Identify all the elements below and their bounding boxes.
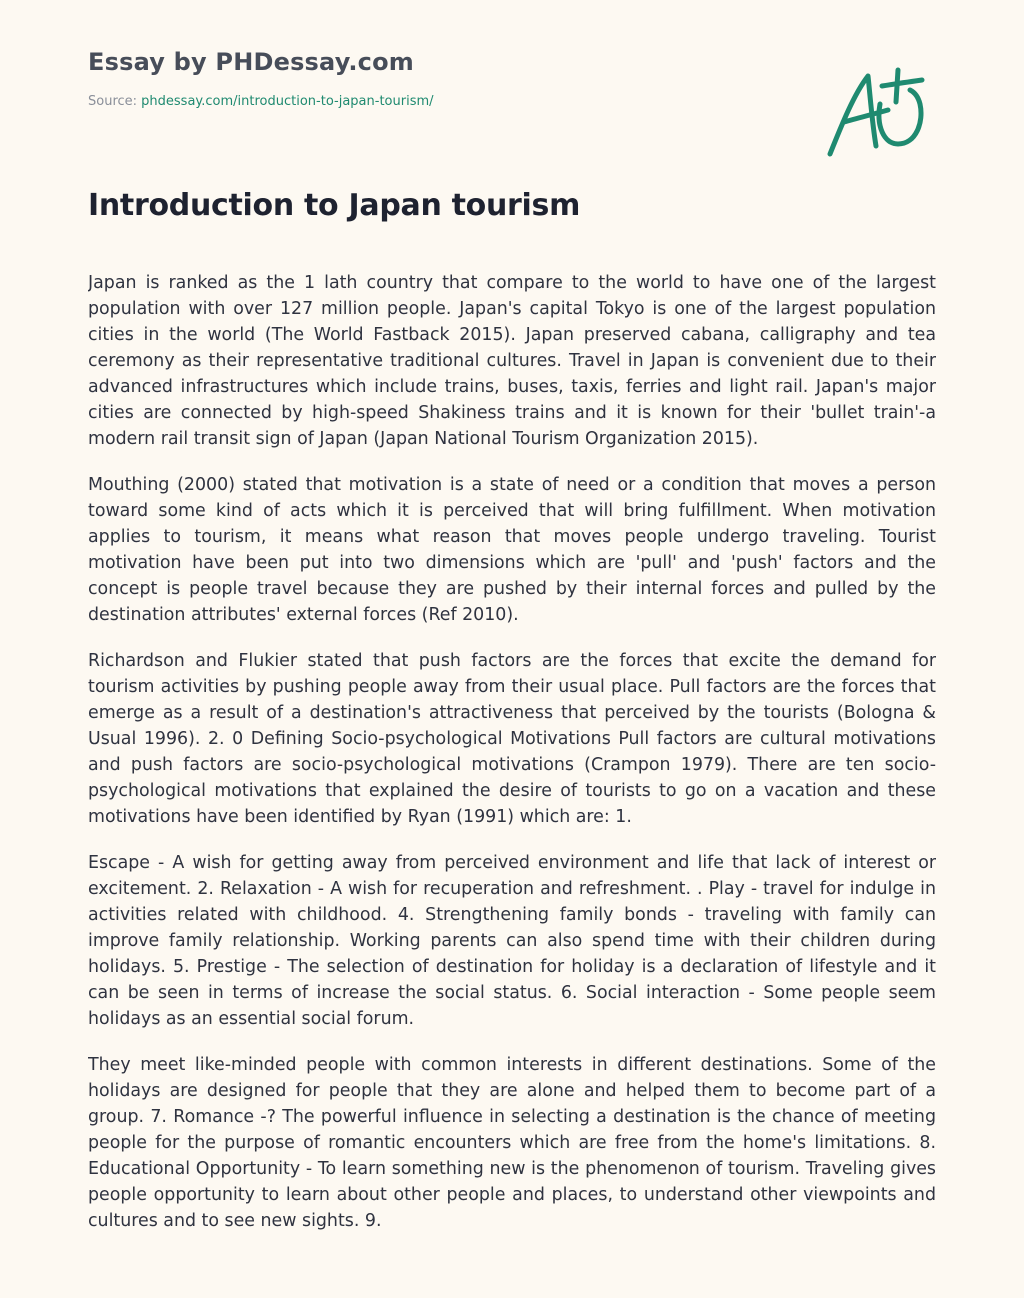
source-label: Source:	[88, 94, 138, 109]
essay-paragraph: Escape - A wish for getting away from perceived environment and life that lack of interest or excitement. 2. Relaxation - A wish for recuperation and refreshment. . Play - travel for indulge in activities related with childhood. 4. Strengthening family bonds - traveling with family can improve family relationship. Working parents can also spend time with their children during holidays. 5. Prestige - The selection of destination for holiday is a declaration of lifestyle and it can be seen in terms of increase the social status. 6. Social interaction - Some people seem holidays as an essential social forum.	[88, 853, 936, 1029]
essay-body	[88, 270, 936, 1250]
essay-paragraph: Japan is ranked as the 1 lath country that compare to the world to have one of the largest population with over 127 million people. Japan's capital Tokyo is one of the largest population cities in the world (The World Fastback 2015). Japan preserved cabana, calligraphy and tea ceremony as their representative traditional cultures. Travel in Japan is convenient due to their advanced infrastructures which include trains, buses, taxis, ferries and light rail. Japan's major cities are connected by high-speed Shakiness trains and it is known for their 'bullet train'-a modern rail transit sign of Japan (Japan National Tourism Organization 2015).	[88, 273, 936, 449]
source-line	[88, 94, 434, 109]
a-plus-logo-icon	[822, 64, 932, 164]
site-title: Essay by PHDessay.com	[88, 48, 414, 76]
page-header	[88, 48, 434, 109]
source-link[interactable]: phdessay.com/introduction-to-japan-tourism/	[141, 94, 434, 109]
essay-paragraph: They meet like-minded people with common interests in different destinations. Some of the holidays are designed for people that they are alone and helped them to become part of a group. 7. Romance -? The powerful influence in selecting a destination is the chance of meeting people for the purpose of romantic encounters which are free from the home's limitations. 8. Educational Opportunity - To learn something new is the phenomenon of tourism. Traveling gives people opportunity to learn about other people and places, to understand other viewpoints and cultures and to see new sights. 9.	[88, 1055, 936, 1231]
essay-title: Introduction to Japan tourism	[88, 188, 581, 223]
essay-paragraph: Richardson and Flukier stated that push factors are the forces that excite the demand for tourism activities by pushing people away from their usual place. Pull factors are the forces that emerge as a result of a destination's attractiveness that perceived by the tourists (Bologna & Usual 1996). 2. 0 Defining Socio-psychological Motivations Pull factors are cultural motivations and push factors are socio-psychological motivations (Crampon 1979). There are ten socio-psychological motivations that explained the desire of tourists to go on a vacation and these motivations have been identified by Ryan (1991) which are: 1.	[88, 651, 936, 827]
essay-paragraph: Mouthing (2000) stated that motivation is a state of need or a condition that moves a person toward some kind of acts which it is perceived that will bring fulfillment. When motivation applies to tourism, it means what reason that moves people undergo traveling. Tourist motivation have been put into two dimensions which are 'pull' and 'push' factors and the concept is people travel because they are pushed by their internal forces and pulled by the destination attributes' external forces (Ref 2010).	[88, 475, 936, 625]
